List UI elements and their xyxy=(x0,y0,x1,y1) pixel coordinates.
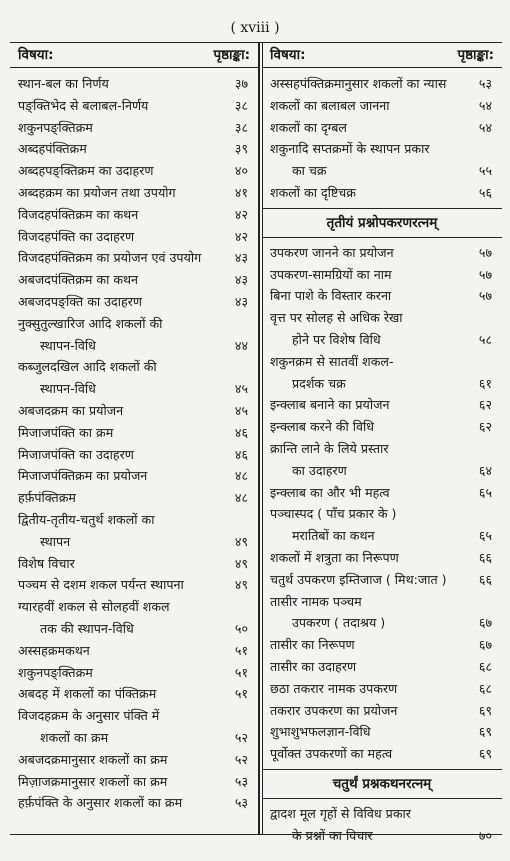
toc-entry xyxy=(262,721,502,743)
entry-title: शकलों का दृग्बल xyxy=(270,119,347,135)
toc-entry xyxy=(10,313,258,335)
entry-title: नुक्सुतुल्खारिज आदि शकलों की xyxy=(18,315,163,331)
toc-entry xyxy=(10,95,258,117)
toc-entry xyxy=(10,291,258,313)
entry-page-number: ६५ xyxy=(478,528,492,544)
entry-title: मिजाजपंक्तिक्रम का प्रयोजन xyxy=(18,468,148,484)
toc-entry xyxy=(262,351,502,373)
entry-page-number: ४५ xyxy=(234,381,248,397)
toc-entry xyxy=(262,285,502,307)
entry-page-number: ४६ xyxy=(234,424,248,440)
toc-entry xyxy=(10,683,258,705)
toc-entry xyxy=(10,792,258,814)
entry-page-number: ५८ xyxy=(478,331,492,347)
toc-entry xyxy=(262,460,502,482)
entry-title: चतुर्थ उपकरण इम्तिजाज ( मिथ:जात ) xyxy=(270,571,447,587)
entry-title: विजदहपंक्ति का उदाहरण xyxy=(18,228,135,244)
contents-table xyxy=(10,42,502,843)
entry-page-number: ६९ xyxy=(478,724,492,740)
entry-page-number: ४२ xyxy=(234,206,248,222)
entry-page-number: ६७ xyxy=(478,637,492,653)
toc-entry xyxy=(262,138,502,160)
entry-title: मिज़ाजक्रमानुसार शकलों का क्रम xyxy=(18,773,168,789)
toc-entry xyxy=(10,771,258,793)
entry-title: मिजाजपंक्ति का क्रम xyxy=(18,424,114,440)
entry-title: वृत्त पर सोलह से अधिक रेखा xyxy=(270,310,403,326)
entry-page-number: ६४ xyxy=(478,462,492,478)
toc-entry xyxy=(10,182,258,204)
entry-page-number: ४४ xyxy=(234,337,248,353)
entry-title: होने पर विशेष विधि xyxy=(292,331,381,347)
entry-title: शकुनादि सप्तक्रमों के स्थापन प्रकार xyxy=(270,141,430,157)
toc-entry xyxy=(262,743,502,765)
entry-title: मरातिबों का कथन xyxy=(292,528,375,544)
entry-title: अब्दहक्रम का प्रयोजन तथा उपयोग xyxy=(18,184,176,200)
right-entries xyxy=(262,73,502,847)
entry-title: विजदहपंक्तिक्रम का कथन xyxy=(18,206,139,222)
toc-entry xyxy=(10,422,258,444)
entry-title: पञ्चास्पद ( पाँच प्रकार के ) xyxy=(270,506,397,522)
entry-title: क्रान्ति लाने के लिये प्रस्तार xyxy=(270,440,389,456)
entry-page-number: ५५ xyxy=(478,163,492,179)
entry-title: तासीर नामक पञ्चम xyxy=(270,593,362,609)
entry-page-number: ४३ xyxy=(234,250,248,266)
entry-title: अबजदपङ्क्ति का उदाहरण xyxy=(18,293,142,309)
toc-entry xyxy=(262,242,502,264)
entry-page-number: ५३ xyxy=(234,795,248,811)
entry-title: प्रदर्शक चक्र xyxy=(292,375,346,391)
entry-title: अब्दहपङ्क्तिक्रम का उदाहरण xyxy=(18,163,154,179)
toc-entry xyxy=(262,73,502,95)
entry-title: अबजदक्रमानुसार शकलों का क्रम xyxy=(18,751,168,767)
toc-entry xyxy=(10,356,258,378)
right-column-header xyxy=(262,43,502,68)
entry-title: शकलों का बलाबल जानना xyxy=(270,97,390,113)
entry-page-number: ५७ xyxy=(478,288,492,304)
entry-title: स्थापन-विधि xyxy=(40,381,96,397)
section-entries xyxy=(262,242,502,765)
entry-title: मिजाजपंक्ति का उदाहरण xyxy=(18,446,134,462)
toc-entry xyxy=(10,138,258,160)
entry-page-number: ६६ xyxy=(478,571,492,587)
toc-entry xyxy=(262,547,502,569)
entry-page-number: ४३ xyxy=(234,272,248,288)
toc-entry xyxy=(10,640,258,662)
toc-entry xyxy=(262,656,502,678)
entry-page-number: ५० xyxy=(234,620,248,636)
entry-title: तासीर का निरूपण xyxy=(270,637,355,653)
entry-title: द्वादश मूल गृहों से विविध प्रकार xyxy=(270,805,411,821)
toc-entry xyxy=(10,160,258,182)
entry-page-number: ५७ xyxy=(478,266,492,282)
entry-title: इन्क्लाब बनाने का प्रयोजन xyxy=(270,397,390,413)
toc-entry xyxy=(262,117,502,139)
toc-entry xyxy=(10,226,258,248)
entry-page-number: ४९ xyxy=(234,555,248,571)
page-header: पृष्ठाङ्का: xyxy=(457,47,494,63)
entry-page-number: ६८ xyxy=(478,680,492,696)
entry-title: विजदहक्रम के अनुसार पंक्ति में xyxy=(18,708,160,724)
entry-title: का उदाहरण xyxy=(292,462,347,478)
entry-page-number: ५३ xyxy=(478,76,492,91)
toc-entry xyxy=(262,700,502,722)
toc-entry xyxy=(262,307,502,329)
entry-title: विजदहपंक्तिक्रम का प्रयोजन एवं उपयोग xyxy=(18,250,202,266)
toc-entry xyxy=(262,373,502,395)
entry-page-number: ४८ xyxy=(234,490,248,506)
topic-header: विषया: xyxy=(18,47,54,63)
entry-page-number: ५३ xyxy=(234,773,248,789)
entry-title: के प्रश्नों का विचार xyxy=(292,827,373,843)
entry-title: विशेष विचार xyxy=(18,555,75,571)
toc-entry xyxy=(262,678,502,700)
left-column xyxy=(10,43,258,834)
toc-entry xyxy=(10,204,258,226)
entry-page-number: ६८ xyxy=(478,658,492,674)
entry-page-number: ६६ xyxy=(478,549,492,565)
entry-page-number: ५७ xyxy=(478,244,492,260)
toc-entry xyxy=(262,612,502,634)
toc-entry xyxy=(10,335,258,357)
toc-entry xyxy=(262,394,502,416)
column-divider xyxy=(258,43,260,834)
toc-entry xyxy=(262,416,502,438)
entry-title: पञ्चम से दशम शकल पर्यन्त स्थापना xyxy=(18,577,184,593)
entry-page-number: ६९ xyxy=(478,746,492,762)
entry-page-number: ७० xyxy=(478,827,492,843)
entry-title: शकलों में शत्रुता का निरूपण xyxy=(270,549,399,565)
entry-page-number: ६१ xyxy=(478,375,492,391)
entry-title: तकरार उपकरण का प्रयोजन xyxy=(270,702,398,718)
toc-entry xyxy=(10,596,258,618)
entry-title: अबजदपंक्तिक्रम का कथन xyxy=(18,272,139,288)
toc-entry xyxy=(10,378,258,400)
entry-page-number: ५१ xyxy=(234,664,248,680)
toc-entry xyxy=(10,247,258,269)
entry-title: अस्सहक्रमकथन xyxy=(18,642,90,658)
entry-title: शकुनक्रम से सातवीं शकल- xyxy=(270,353,394,369)
entry-page-number: ४५ xyxy=(234,402,248,418)
toc-entry xyxy=(262,525,502,547)
entry-page-number: ६२ xyxy=(478,419,492,435)
entry-title: तक की स्थापन-विधि xyxy=(40,620,134,636)
section-heading-fourth: चतुर्थं प्रश्नकथनरत्नम् xyxy=(262,769,502,799)
entry-page-number: ३७ xyxy=(234,76,248,91)
entry-page-number: ४१ xyxy=(234,184,248,200)
toc-entry xyxy=(10,465,258,487)
entry-page-number: ३८ xyxy=(234,119,248,135)
entry-page-number: ५२ xyxy=(234,751,248,767)
entry-page-number: ५२ xyxy=(234,729,248,745)
entry-title: छठा तकरार नामक उपकरण xyxy=(270,680,398,696)
toc-entry xyxy=(10,727,258,749)
entry-page-number: ६२ xyxy=(478,397,492,413)
entry-title: बिना पाशे के विस्तार करना xyxy=(270,288,392,304)
left-entries xyxy=(10,73,258,814)
entry-title: शकुनपङ्क्तिक्रम xyxy=(18,664,93,680)
entry-title: का चक्र xyxy=(292,163,327,179)
entry-page-number: ३९ xyxy=(234,141,248,157)
entry-title: उपकरण-सामग्रियों का नाम xyxy=(270,266,392,282)
entry-page-number: ४९ xyxy=(234,577,248,593)
toc-entry xyxy=(10,117,258,139)
entry-page-number: ५६ xyxy=(478,184,492,200)
entry-title: इन्क्लाब का और भी महत्व xyxy=(270,484,390,500)
entry-title: ग्यारहवीं शकल से सोलहवीं शकल xyxy=(18,599,170,615)
entry-page-number: ३८ xyxy=(234,97,248,113)
entry-title: हर्फ़पंक्तिक्रम xyxy=(18,490,76,506)
toc-entry xyxy=(10,749,258,771)
entry-page-number: ४९ xyxy=(234,533,248,549)
left-column-header xyxy=(10,43,258,68)
section-entries xyxy=(262,803,502,847)
toc-entry xyxy=(10,553,258,575)
toc-entry xyxy=(262,329,502,351)
toc-entry xyxy=(10,269,258,291)
entry-title: स्थापन xyxy=(40,533,71,549)
entry-title: अबजदक्रम का प्रयोजन xyxy=(18,402,124,418)
entry-title: हर्फ़पंक्ति के अनुसार शकलों का क्रम xyxy=(18,795,183,811)
toc-entry xyxy=(10,509,258,531)
entry-title: स्थान-बल का निर्णय xyxy=(18,76,109,91)
entry-title: तासीर का उदाहरण xyxy=(270,658,357,674)
toc-entry xyxy=(262,825,502,847)
entry-page-number: ४३ xyxy=(234,293,248,309)
entry-page-number: ४२ xyxy=(234,228,248,244)
toc-entry xyxy=(262,264,502,286)
entry-title: अबदह में शकलों का पंक्तिक्रम xyxy=(18,686,157,702)
entry-title: उपकरण जानने का प्रयोजन xyxy=(270,244,394,260)
entry-page-number: ६९ xyxy=(478,702,492,718)
entry-page-number: ४० xyxy=(234,163,248,179)
toc-entry xyxy=(10,487,258,509)
entry-title: कब्जुलदखिल आदि शकलों की xyxy=(18,359,157,375)
entry-title: अस्सहपंक्तिक्रमानुसार शकलों का न्यास xyxy=(270,76,447,91)
entry-page-number: ५४ xyxy=(478,119,492,135)
toc-entry xyxy=(10,73,258,95)
toc-entry xyxy=(262,803,502,825)
entry-page-number: ६७ xyxy=(478,615,492,631)
toc-entry xyxy=(262,182,502,204)
right-column xyxy=(262,43,502,843)
entry-title: पूर्वोक्त उपकरणों का महत्व xyxy=(270,746,393,762)
entry-title: शकलों का दृष्टिचक्र xyxy=(270,184,356,200)
toc-entry xyxy=(262,634,502,656)
page-number: ( xviii ) xyxy=(230,20,280,36)
entry-title: स्थापन-विधि xyxy=(40,337,96,353)
toc-entry xyxy=(10,618,258,640)
toc-entry xyxy=(262,160,502,182)
section-entries xyxy=(262,73,502,204)
entry-page-number: ५४ xyxy=(478,97,492,113)
page-header: पृष्ठाङ्का: xyxy=(213,47,250,63)
entry-title: शुभाशुभफलज्ञान-विधि xyxy=(270,724,371,740)
entry-title: द्वितीय-तृतीय-चतुर्थ शकलों का xyxy=(18,511,155,527)
entry-title: पङ्क्तिभेद से बलाबल-निर्णय xyxy=(18,97,149,113)
toc-entry xyxy=(262,482,502,504)
toc-entry xyxy=(262,591,502,613)
entry-title: अब्दहपंक्तिक्रम xyxy=(18,141,87,157)
toc-entry xyxy=(262,503,502,525)
entry-title: शकलों का क्रम xyxy=(40,729,109,745)
toc-entry xyxy=(10,574,258,596)
toc-entry xyxy=(10,705,258,727)
toc-entry xyxy=(10,531,258,553)
entry-page-number: ५१ xyxy=(234,686,248,702)
topic-header: विषया: xyxy=(270,47,306,63)
entry-title: इन्क्लाब करने की विधि xyxy=(270,419,375,435)
entry-page-number: ६५ xyxy=(478,484,492,500)
toc-entry xyxy=(10,444,258,466)
toc-entry xyxy=(10,400,258,422)
entry-page-number: ५१ xyxy=(234,642,248,658)
toc-entry xyxy=(262,438,502,460)
entry-page-number: ४८ xyxy=(234,468,248,484)
toc-entry xyxy=(10,662,258,684)
entry-title: शकुनपङ्क्तिक्रम xyxy=(18,119,93,135)
toc-entry xyxy=(262,569,502,591)
toc-entry xyxy=(262,95,502,117)
entry-page-number: ४६ xyxy=(234,446,248,462)
section-heading-third: तृतीयं प्रश्नोपकरणरत्नम् xyxy=(262,208,502,238)
entry-title: उपकरण ( तदाश्रय ) xyxy=(292,615,386,631)
